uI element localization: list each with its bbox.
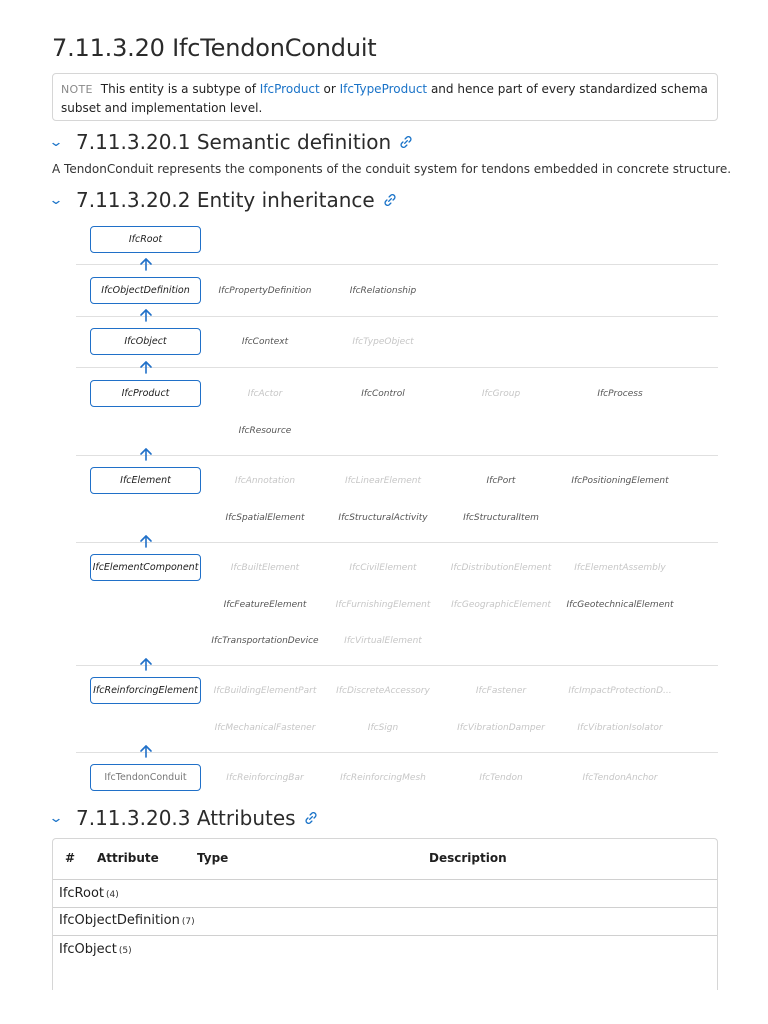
attribute-group-count: (5)	[118, 946, 132, 956]
entity-inheritance-heading[interactable]	[48, 188, 397, 212]
attribute-group-name: IfcObject	[59, 942, 117, 957]
sibling-entity-ifcreinforcingmesh[interactable]: IfcReinforcingMesh	[340, 773, 426, 783]
sibling-entity-ifcannotation[interactable]: IfcAnnotation	[234, 476, 296, 486]
link-icon[interactable]	[383, 193, 397, 207]
ifcproduct-link[interactable]: IfcProduct	[259, 82, 320, 96]
sibling-entity-ifcrelationship[interactable]: IfcRelationship	[349, 286, 417, 296]
attributes-title: 7.11.3.20.3 Attributes	[76, 806, 296, 830]
sibling-entity-ifcvirtualelement[interactable]: IfcVirtualElement	[344, 636, 422, 646]
semantic-definition-text: A TendonConduit represents the components of the conduit system for tendons embedded in concrete structure.	[52, 162, 732, 176]
entity-box-ifcreinforcingelement[interactable]: IfcReinforcingElement	[90, 677, 201, 704]
row-divider	[76, 665, 718, 666]
sibling-entity-ifccontrol[interactable]: IfcControl	[361, 389, 405, 399]
arrow-up-icon	[139, 447, 153, 461]
ifctypeproduct-link[interactable]: IfcTypeProduct	[339, 82, 428, 96]
row-divider	[76, 367, 718, 368]
row-divider	[76, 264, 718, 265]
attribute-group-count: (4)	[106, 890, 119, 900]
sibling-entity-ifccontext[interactable]: IfcContext	[241, 337, 289, 347]
sibling-entity-ifcelementassembly[interactable]: IfcElementAssembly	[574, 563, 666, 573]
semantic-definition-title: 7.11.3.20.1 Semantic definition	[76, 130, 392, 154]
arrow-up-icon	[139, 308, 153, 322]
attribute-group-count: (7)	[181, 917, 195, 927]
sibling-entity-ifcdistributionelement[interactable]: IfcDistributionElement	[450, 563, 552, 573]
column-header-attribute: Attribute	[97, 851, 159, 865]
sibling-entity-ifcfurnishingelement[interactable]: IfcFurnishingElement	[335, 600, 431, 610]
semantic-definition-heading[interactable]	[48, 130, 413, 154]
attribute-group-name: IfcRoot	[59, 886, 105, 901]
note-tag: NOTE	[61, 83, 93, 96]
arrow-up-icon	[139, 257, 153, 271]
arrow-up-icon	[139, 657, 153, 671]
attribute-group-ifcroot[interactable]	[53, 879, 717, 908]
sibling-entity-ifcfastener[interactable]: IfcFastener	[475, 686, 527, 696]
sibling-entity-ifccivilelement[interactable]: IfcCivilElement	[349, 563, 417, 573]
arrow-up-icon	[139, 360, 153, 374]
attribute-group-name: IfcObjectDefinition	[59, 913, 180, 928]
sibling-entity-ifcfeatureelement[interactable]: IfcFeatureElement	[223, 600, 307, 610]
attribute-group-ifcobjectdefinition[interactable]	[53, 907, 717, 935]
sibling-entity-ifcimpactprotectiond[interactable]: IfcImpactProtectionD...	[568, 686, 672, 696]
sibling-entity-ifctypeobject[interactable]: IfcTypeObject	[352, 337, 414, 347]
row-divider	[76, 316, 718, 317]
column-header-description: Description	[429, 851, 507, 865]
entity-box-ifctendonconduit[interactable]: IfcTendonConduit	[90, 764, 201, 791]
column-header-num: #	[65, 851, 76, 865]
entity-box-ifcelementcomponent[interactable]: IfcElementComponent	[90, 554, 201, 581]
chevron-down-icon[interactable]: ⌄	[48, 810, 64, 826]
sibling-entity-ifcprocess[interactable]: IfcProcess	[597, 389, 643, 399]
sibling-entity-ifcresource[interactable]: IfcResource	[238, 426, 292, 436]
sibling-entity-ifcport[interactable]: IfcPort	[486, 476, 516, 486]
sibling-entity-ifclinearelement[interactable]: IfcLinearElement	[344, 476, 421, 486]
note-text-after: and hence part of every standardized schema subset and implementation level.	[61, 82, 708, 115]
sibling-entity-ifcvibrationisolator[interactable]: IfcVibrationIsolator	[577, 723, 663, 733]
attributes-table	[52, 838, 718, 990]
sibling-entity-ifcdiscreteaccessory[interactable]: IfcDiscreteAccessory	[336, 686, 430, 696]
sibling-entity-ifcactor[interactable]: IfcActor	[247, 389, 283, 399]
entity-box-ifcobject[interactable]: IfcObject	[90, 328, 201, 355]
arrow-up-icon	[139, 744, 153, 758]
sibling-entity-ifcvibrationdamper[interactable]: IfcVibrationDamper	[457, 723, 545, 733]
entity-box-ifcelement[interactable]: IfcElement	[90, 467, 201, 494]
sibling-entity-ifcpropertydefinition[interactable]: IfcPropertyDefinition	[218, 286, 312, 296]
sibling-entity-ifctendon[interactable]: IfcTendon	[479, 773, 523, 783]
row-divider	[76, 752, 718, 753]
sibling-entity-ifcpositioningelement[interactable]: IfcPositioningElement	[571, 476, 669, 486]
sibling-entity-ifcbuildingelementpart[interactable]: IfcBuildingElementPart	[213, 686, 317, 696]
entity-box-ifcroot[interactable]: IfcRoot	[90, 226, 201, 253]
column-header-type: Type	[197, 851, 229, 865]
note-text-mid: or	[319, 82, 340, 96]
link-icon[interactable]	[304, 811, 318, 825]
sibling-entity-ifcspatialelement[interactable]: IfcSpatialElement	[225, 513, 305, 523]
entity-box-ifcproduct[interactable]: IfcProduct	[90, 380, 201, 407]
sibling-entity-ifcstructuralitem[interactable]: IfcStructuralItem	[463, 513, 539, 523]
page-title: 7.11.3.20 IfcTendonConduit	[52, 34, 377, 62]
sibling-entity-ifcbuiltelement[interactable]: IfcBuiltElement	[230, 563, 300, 573]
sibling-entity-ifcsign[interactable]: IfcSign	[367, 723, 399, 733]
entity-box-ifcobjectdefinition[interactable]: IfcObjectDefinition	[90, 277, 201, 304]
row-divider	[76, 542, 718, 543]
sibling-entity-ifctransportationdevice[interactable]: IfcTransportationDevice	[211, 636, 319, 646]
link-icon[interactable]	[399, 135, 413, 149]
sibling-entity-ifcreinforcingbar[interactable]: IfcReinforcingBar	[226, 773, 304, 783]
sibling-entity-ifcstructuralactivity[interactable]: IfcStructuralActivity	[338, 513, 428, 523]
sibling-entity-ifcgroup[interactable]: IfcGroup	[481, 389, 521, 399]
sibling-entity-ifcmechanicalfastener[interactable]: IfcMechanicalFastener	[214, 723, 316, 733]
sibling-entity-ifcgeotechnicalelement[interactable]: IfcGeotechnicalElement	[566, 600, 674, 610]
note-box	[52, 73, 718, 121]
row-divider	[76, 455, 718, 456]
entity-inheritance-title: 7.11.3.20.2 Entity inheritance	[76, 188, 375, 212]
sibling-entity-ifctendonanchor[interactable]: IfcTendonAnchor	[582, 773, 658, 783]
note-text-before: This entity is a subtype of	[100, 82, 260, 96]
attribute-group-ifcobject[interactable]	[53, 935, 717, 991]
chevron-down-icon[interactable]: ⌄	[48, 192, 64, 208]
arrow-up-icon	[139, 534, 153, 548]
sibling-entity-ifcgeographicelement[interactable]: IfcGeographicElement	[451, 600, 551, 610]
attributes-heading[interactable]	[48, 806, 318, 830]
chevron-down-icon[interactable]: ⌄	[48, 134, 64, 150]
